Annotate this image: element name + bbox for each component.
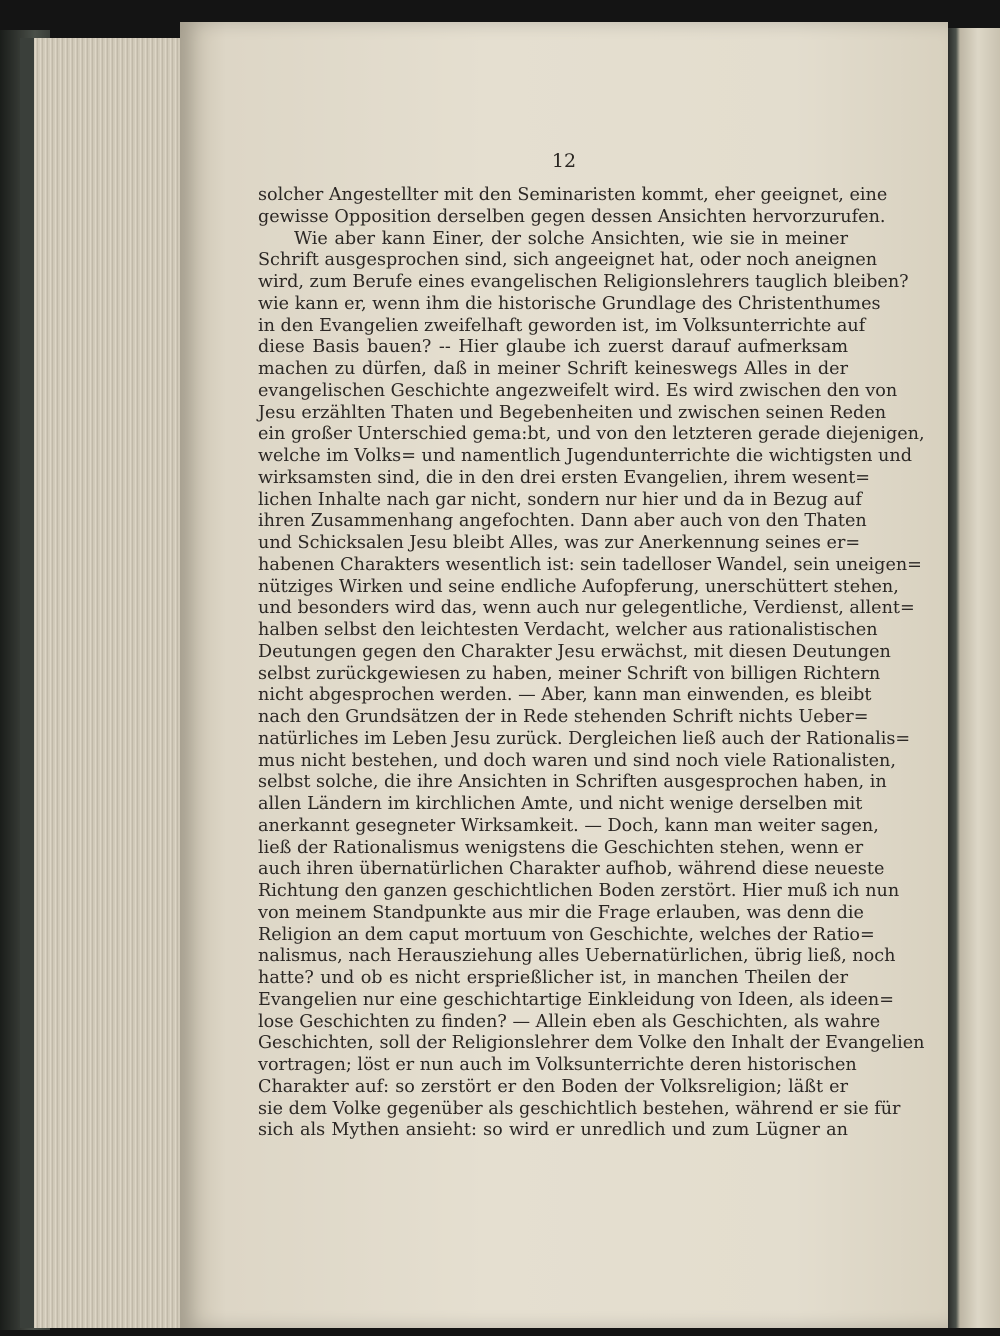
text-line: gewisse Opposition derselben gegen dessen Ansichten hervorzurufen. <box>258 206 886 227</box>
text-line: Schrift ausgesprochen sind, sich angeeignet hat, oder noch aneignen <box>258 250 878 271</box>
text-line: nicht abgesprochen werden. — Aber, kann man einwenden, es bleibt <box>258 685 872 706</box>
text-line: auch ihren übernatürlichen Charakter aufhob, während diese neueste <box>258 859 885 880</box>
text-line: hatte? und ob es nicht ersprießlicher ist, in manchen Theilen der <box>258 968 848 988</box>
text-line: nach den Grundsätzen der in Rede stehenden Schrift nichts Ueber= <box>258 707 869 727</box>
text-line: Charakter auf: so zerstört er den Boden der Volksreligion; läßt er <box>258 1076 848 1097</box>
text-line: ihren Zusammenhang angefochten. Dann aber auch von den Thaten <box>258 511 867 532</box>
text-line: und Schicksalen Jesu bleibt Alles, was zur Anerkennung seines er= <box>258 533 861 553</box>
text-line: in den Evangelien zweifelhaft geworden ist, im Volksunterrichte auf <box>258 315 866 336</box>
text-line: sich als Mythen ansieht: so wird er unredlich und zum Lügner an <box>258 1120 848 1141</box>
text-line: nalismus, nach Herausziehung alles Uebernatürlichen, übrig ließ, noch <box>258 946 896 967</box>
text-line: ein großer Unterschied gema:bt, und von den letzteren gerade diejenigen, <box>258 424 925 445</box>
body-text <box>258 185 925 1142</box>
text-line: und besonders wird das, wenn auch nur gelegentliche, Verdienst, allent= <box>258 598 915 619</box>
text-line: wie kann er, wenn ihm die historische Grundlage des Christenthumes <box>258 293 881 314</box>
text-line: Richtung den ganzen geschichtlichen Boden zerstört. Hier muß ich nun <box>258 881 900 901</box>
text-line: habenen Charakters wesentlich ist: sein tadelloser Wandel, sein uneigen= <box>258 554 922 575</box>
book-page <box>180 22 948 1328</box>
text-line: natürliches im Leben Jesu zurück. Dergleichen ließ auch der Rationalis= <box>258 728 911 749</box>
text-line: allen Ländern im kirchlichen Amte, und nicht wenige derselben mit <box>258 794 863 814</box>
text-line: von meinem Standpunkte aus mir die Frage erlauben, was denn die <box>258 902 864 923</box>
text-line: Deutungen gegen den Charakter Jesu erwächst, mit diesen Deutungen <box>258 641 891 662</box>
page-number: 12 <box>551 150 577 172</box>
text-line: anerkannt gesegneter Wirksamkeit. — Doch, kann man weiter sagen, <box>258 815 879 836</box>
text-line: machen zu dürfen, daß in meiner Schrift keineswegs Alles in der <box>258 359 848 379</box>
text-line: sie dem Volke gegenüber als geschichtlich bestehen, während er sie für <box>258 1098 901 1119</box>
text-line: evangelischen Geschichte angezweifelt wird. Es wird zwischen den von <box>258 380 898 401</box>
text-line: solcher Angestellter mit den Seminaristen kommt, eher geeignet, eine <box>258 185 888 205</box>
page-edges-left <box>20 38 195 1328</box>
text-line: halben selbst den leichtesten Verdacht, welcher aus rationalistischen <box>258 620 878 640</box>
text-line: vortragen; löst er nun auch im Volksunterrichte deren historischen <box>258 1055 857 1075</box>
text-line: lichen Inhalte nach gar nicht, sondern nur hier und da in Bezug auf <box>258 489 862 510</box>
text-line: selbst solche, die ihre Ansichten in Schriften ausgesprochen haben, in <box>258 772 887 793</box>
text-line: wirksamsten sind, die in den drei ersten Evangelien, ihrem wesent= <box>258 467 871 488</box>
text-line: Wie aber kann Einer, der solche Ansichten, wie sie in meiner <box>294 228 848 249</box>
text-line: nütziges Wirken und seine endliche Aufopferung, unerschüttert stehen, <box>258 576 899 597</box>
text-line: wird, zum Berufe eines evangelischen Religionslehrers tauglich bleiben? <box>258 272 909 292</box>
text-line: lose Geschichten zu finden? — Allein eben als Geschichten, als wahre <box>258 1011 881 1032</box>
text-line: welche im Volks= und namentlich Jugendunterrichte die wichtigsten und <box>258 446 912 466</box>
text-line: Religion an dem caput mortuum von Geschichte, welches der Ratio= <box>258 924 875 945</box>
text-line: Geschichten, soll der Religionslehrer dem Volke den Inhalt der Evangelien <box>258 1033 925 1054</box>
text-line: Evangelien nur eine geschichtartige Einkleidung von Ideen, als ideen= <box>258 989 894 1010</box>
text-line: selbst zurückgewiesen zu haben, meiner Schrift von billigen Richtern <box>258 663 881 684</box>
page-edges-right <box>948 28 1000 1328</box>
text-line: diese Basis bauen? -- Hier glaube ich zuerst darauf aufmerksam <box>258 337 848 358</box>
text-line: ließ der Rationalismus wenigstens die Geschichten stehen, wenn er <box>258 837 864 858</box>
text-line: Jesu erzählten Thaten und Begebenheiten und zwischen seinen Reden <box>258 402 887 423</box>
text-line: mus nicht bestehen, und doch waren und sind noch viele Rationalisten, <box>258 750 896 771</box>
